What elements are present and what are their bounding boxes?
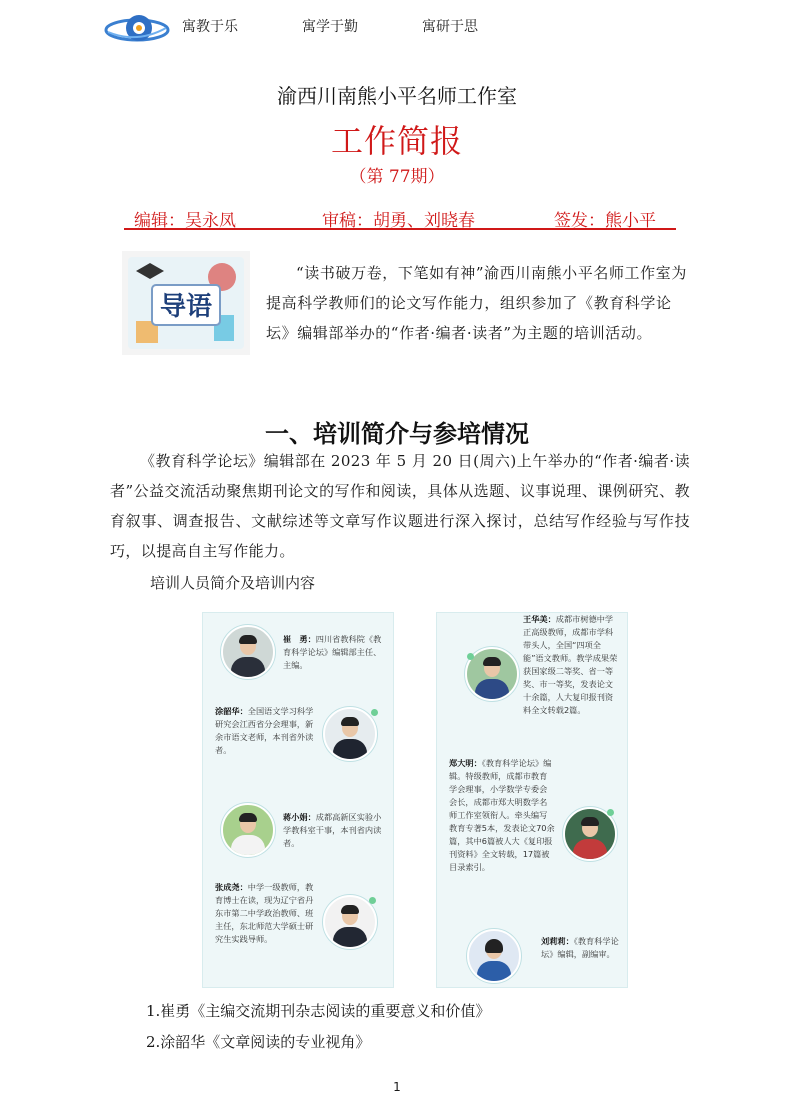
decor-dot [607,809,614,816]
logo-icon [104,10,170,48]
trainer-photo [467,929,521,983]
trainer-caption: 崔 勇：四川省教科院《教育科学论坛》编辑部主任、主编。 [283,634,382,670]
motto-3: 寓研于思 [422,19,478,35]
trainer-caption: 蒋小娟：成都高新区实验小学教科室干事，本刊省内读者。 [283,812,382,848]
decor-dot [467,653,474,660]
section-paragraph: 《教育科学论坛》编辑部在 2023 年 5 月 20 日(周六)上午举办的“作者·编者·读者”公益交流活动聚焦期刊论文的写作和阅读，具体从选题、议事说理、课例研究、教育叙事、调查报告、文献综述等文章写作议题进行深入探讨，总结写作经验与写作技巧，以提高自主写作能力。 [110,452,690,560]
trainer-poster [202,612,626,988]
trainer-caption: 涂韶华：全国语文学习科学研究会江西省分会理事，新余市语文老师，本刊省外读者。 [215,706,314,755]
trainer-caption: 郑大明：《教育科学论坛》编辑。特级教师，成都市教育学会理事，小学数学专委会会长，成都市郑大明数学名师工作室领衔人。牵头编写教育专著5本，发表论文70余篇，其中6篇被人大《复印报刊资料》全文转载，17篇被目录索引。 [449,758,555,872]
list-item: 1.崔勇《主编交流期刊杂志阅读的重要意义和价值》 [146,1002,491,1020]
review-credit: 审稿：胡勇、刘晓春 [322,211,475,231]
list-item: 2.涂韶华《文章阅读的专业视角》 [146,1033,371,1051]
section-subheading: 培训人员简介及培训内容 [150,574,316,592]
poster-left-card [202,612,394,988]
trainer-photo [221,803,275,857]
poster-right-card [436,612,628,988]
credits-line [124,206,676,230]
trainer-caption: 张成尧：中学一级教师，教育博士在读，现为辽宁省丹东市第二中学政治教师、班主任，东北师范大学硕士研究生实践导师。 [215,882,314,944]
intro-text: “读书破万卷，下笔如有神”渝西川南熊小平名师工作室为提高科学教师们的论文写作能力，组织参加了《教育科学论坛》编辑部举办的“作者·编者·读者”为主题的培训活动。 [266,264,687,342]
decor-dot [369,897,376,904]
trainer-photo [323,895,377,949]
editor-credit: 编辑：吴永凤 [134,211,236,231]
motto-1: 寓教于乐 [182,19,238,35]
motto-2: 寓学于勤 [302,19,358,35]
issue-number: （第 77期） [349,167,445,187]
trainer-photo [221,625,275,679]
studio-name: 渝西川南熊小平名师工作室 [277,84,517,108]
page-title: 工作简报 [330,122,463,160]
trainer-caption: 刘莉莉：《教育科学论坛》编辑，副编审。 [541,936,619,959]
trainer-photo [323,707,377,761]
decor-dot [371,709,378,716]
signoff-credit: 签发：熊小平 [554,211,656,231]
page-number: 1 [393,1080,401,1094]
trainer-caption: 王华美：成都市树德中学正高级教师，成都市学科带头人，全国“四项全能”语文教师。教学成果荣获国家级二等奖、省一等奖、市一等奖，发表论文十余篇，人大复印报刊资料全文转载2篇。 [523,614,618,715]
section-heading: 一、培训简介与参培情况 [265,420,529,448]
intro-image-text: 导语 [159,292,213,322]
intro-image [122,251,250,355]
